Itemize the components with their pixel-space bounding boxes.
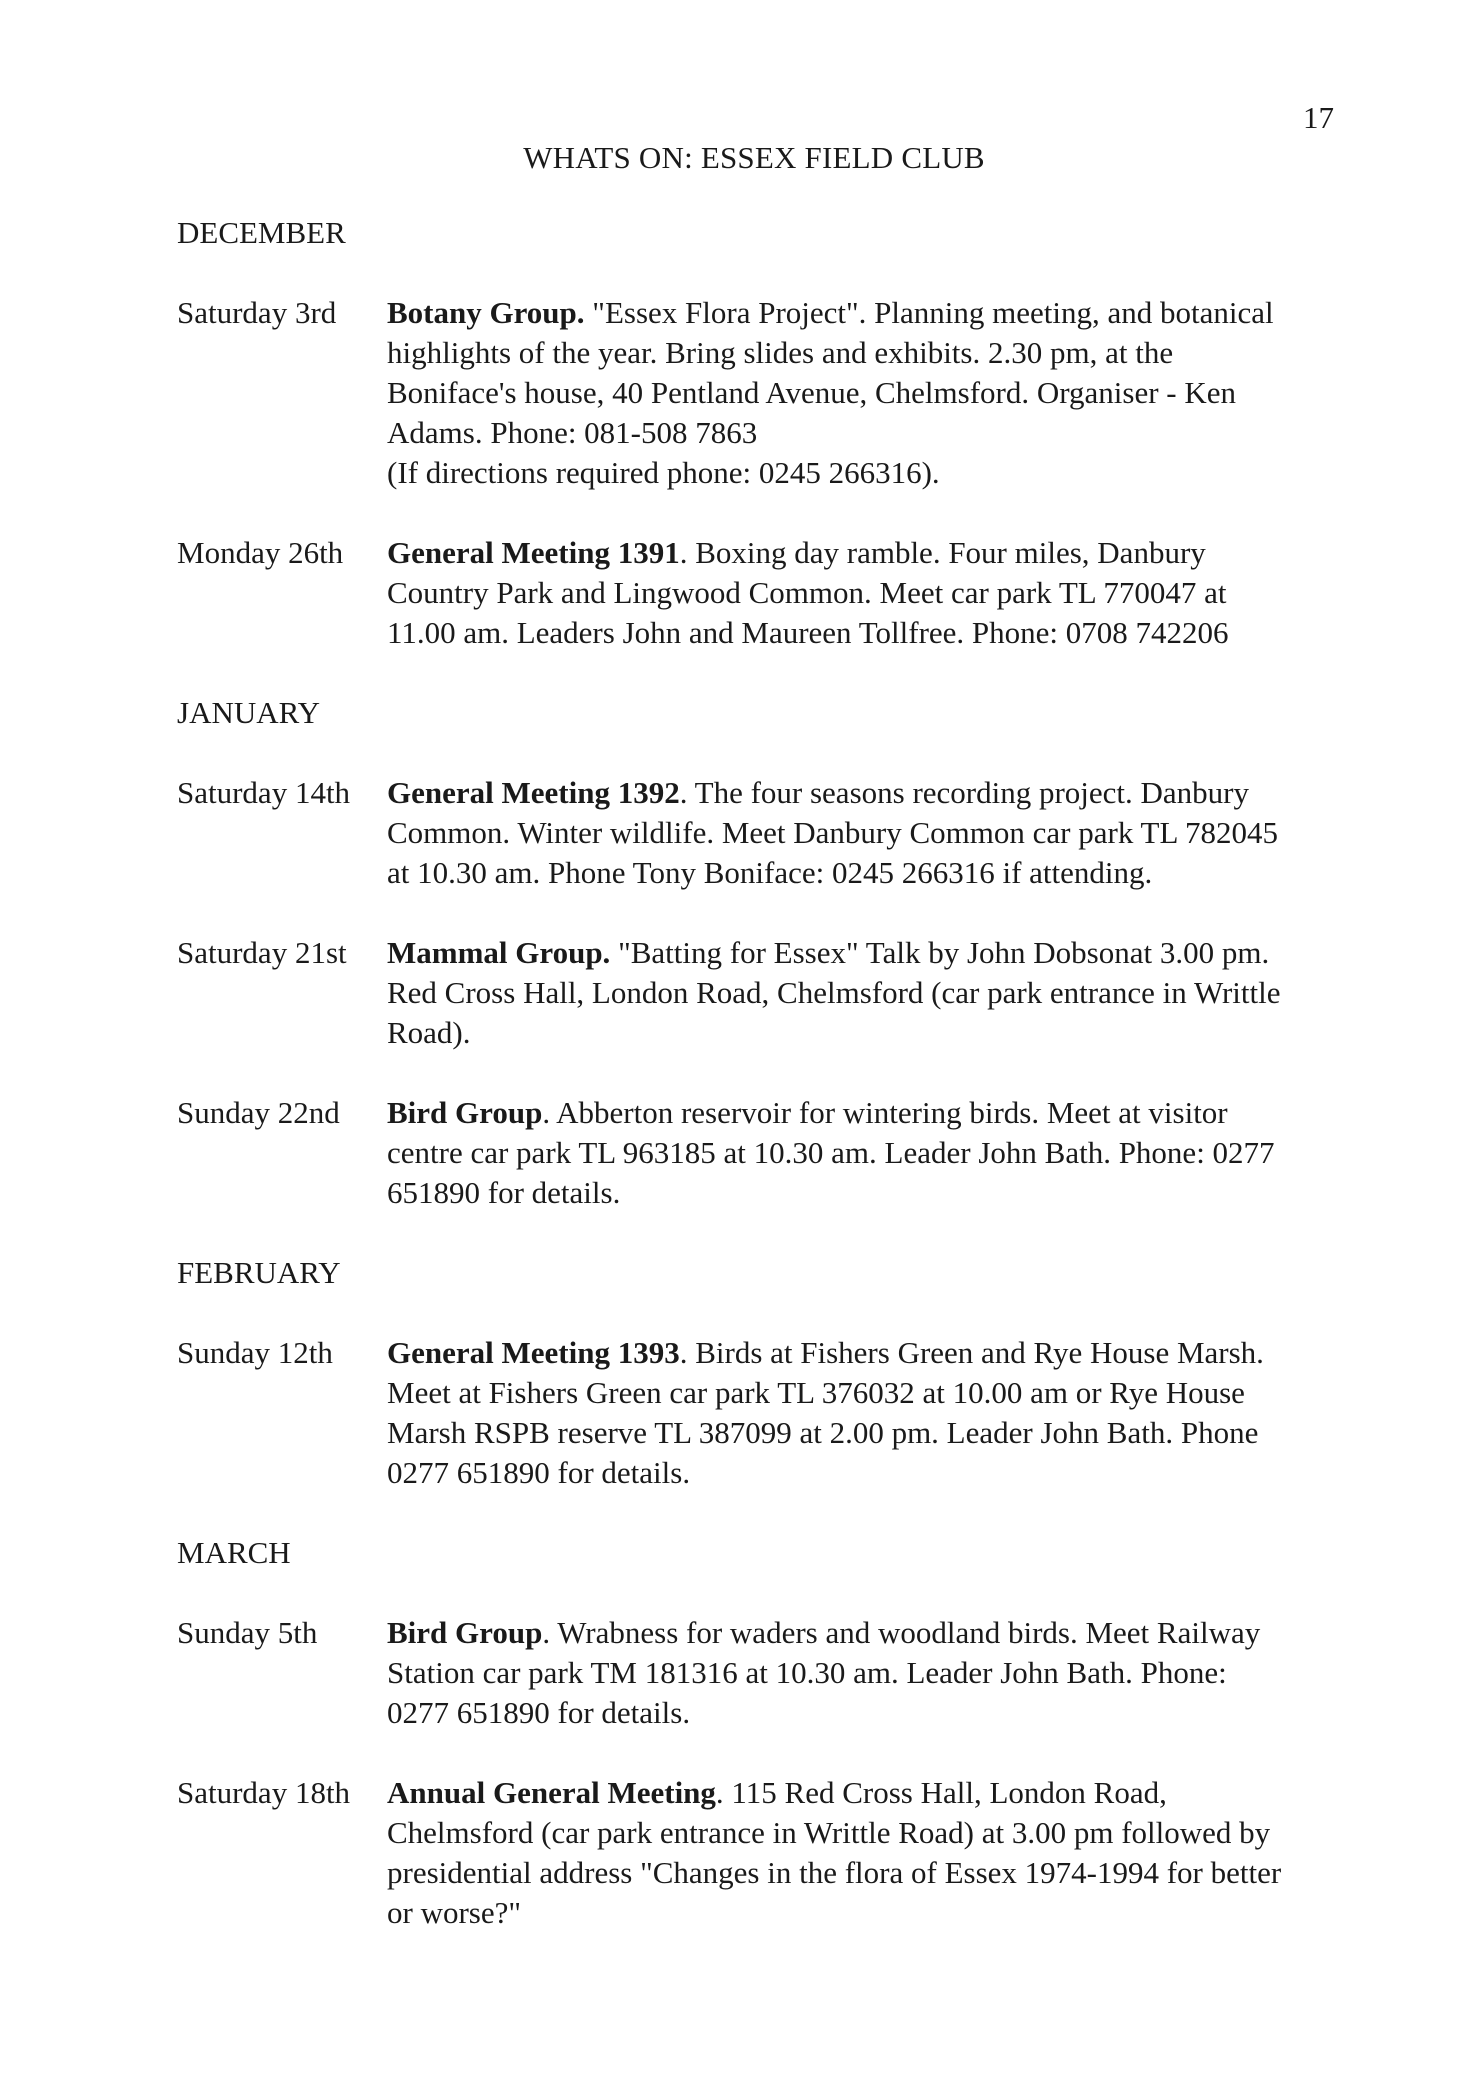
event-description: [387, 773, 1337, 893]
event-line: Common. Winter wildlife. Meet Danbury Common car park TL 782045: [387, 815, 1278, 850]
event-line: Chelmsford (car park entrance in Writtle Road) at 3.00 pm followed by: [387, 1815, 1271, 1850]
event-line: (If directions required phone: 0245 266316).: [387, 455, 940, 490]
event-line: 0277 651890 for details.: [387, 1455, 691, 1490]
event-date: Saturday 3rd: [177, 295, 337, 330]
month-section: [177, 1253, 1337, 1493]
event-date: Saturday 21st: [177, 935, 347, 970]
event-description: [387, 1093, 1337, 1213]
event-entry: [177, 293, 1337, 493]
event-line: Boniface's house, 40 Pentland Avenue, Chelmsford. Organiser - Ken: [387, 375, 1237, 410]
month-heading: MARCH: [177, 1535, 291, 1570]
event-line: Station car park TM 181316 at 10.30 am. Leader John Bath. Phone:: [387, 1655, 1227, 1690]
event-text: . Abberton reservoir for wintering birds. Meet at visitor: [542, 1095, 1228, 1130]
event-line: Red Cross Hall, London Road, Chelmsford (car park entrance in Writtle: [387, 975, 1281, 1010]
event-date: Saturday 18th: [177, 1775, 351, 1810]
event-entry: [177, 1333, 1337, 1493]
event-line: [387, 1613, 1337, 1653]
event-title: General Meeting 1391: [387, 535, 680, 570]
event-line: at 10.30 am. Phone Tony Boniface: 0245 266316 if attending.: [387, 855, 1153, 890]
event-line: Road).: [387, 1015, 471, 1050]
event-title: General Meeting 1393: [387, 1335, 680, 1370]
event-description: [387, 293, 1337, 493]
event-line: Adams. Phone: 081-508 7863: [387, 415, 758, 450]
event-line: 11.00 am. Leaders John and Maureen Tollfree. Phone: 0708 742206: [387, 615, 1229, 650]
event-entry: [177, 533, 1337, 653]
event-title: Botany Group.: [387, 295, 585, 330]
events-calendar: [177, 213, 1337, 1973]
event-description: [387, 1613, 1337, 1733]
event-title: General Meeting 1392: [387, 775, 680, 810]
event-line: 651890 for details.: [387, 1175, 621, 1210]
event-date: Saturday 14th: [177, 775, 351, 810]
event-line: presidential address "Changes in the flora of Essex 1974-1994 for better: [387, 1855, 1282, 1890]
month-heading: JANUARY: [177, 695, 320, 730]
event-line: [387, 1093, 1337, 1133]
event-entry: [177, 773, 1337, 893]
event-line: Marsh RSPB reserve TL 387099 at 2.00 pm. Leader John Bath. Phone: [387, 1415, 1259, 1450]
event-date: Sunday 12th: [177, 1335, 333, 1370]
event-line: [387, 773, 1337, 813]
event-text: . Birds at Fishers Green and Rye House Marsh.: [679, 1335, 1264, 1370]
event-entry: [177, 1773, 1337, 1933]
event-line: [387, 293, 1337, 333]
event-title: Annual General Meeting: [387, 1775, 716, 1810]
event-entry: [177, 933, 1337, 1053]
event-description: [387, 1773, 1337, 1933]
month-heading: DECEMBER: [177, 215, 346, 250]
event-line: [387, 1773, 1337, 1813]
event-date: Sunday 22nd: [177, 1095, 340, 1130]
event-title: Bird Group: [387, 1615, 543, 1650]
event-text: "Batting for Essex" Talk by John Dobsonat 3.00 pm.: [610, 935, 1270, 970]
event-text: . The four seasons recording project. Danbury: [679, 775, 1250, 810]
event-text: . 115 Red Cross Hall, London Road,: [715, 1775, 1167, 1810]
event-line: 0277 651890 for details.: [387, 1695, 691, 1730]
event-date: Monday 26th: [177, 535, 344, 570]
event-description: [387, 1333, 1337, 1493]
event-line: or worse?": [387, 1895, 522, 1930]
event-line: [387, 1333, 1337, 1373]
page-number: 17: [1303, 100, 1334, 135]
event-title: Mammal Group.: [387, 935, 611, 970]
event-date: Sunday 5th: [177, 1615, 318, 1650]
month-section: [177, 1533, 1337, 1933]
page-title: WHATS ON: ESSEX FIELD CLUB: [523, 140, 985, 175]
event-line: [387, 933, 1337, 973]
event-line: [387, 533, 1337, 573]
event-description: [387, 933, 1337, 1053]
event-text: "Essex Flora Project". Planning meeting, and botanical: [584, 295, 1274, 330]
event-line: Meet at Fishers Green car park TL 376032 at 10.00 am or Rye House: [387, 1375, 1245, 1410]
event-text: . Wrabness for waders and woodland birds. Meet Railway: [542, 1615, 1261, 1650]
event-line: highlights of the year. Bring slides and exhibits. 2.30 pm, at the: [387, 335, 1174, 370]
month-section: [177, 693, 1337, 1213]
event-entry: [177, 1613, 1337, 1733]
event-line: Country Park and Lingwood Common. Meet car park TL 770047 at: [387, 575, 1227, 610]
event-line: centre car park TL 963185 at 10.30 am. Leader John Bath. Phone: 0277: [387, 1135, 1275, 1170]
month-section: [177, 213, 1337, 653]
event-title: Bird Group: [387, 1095, 543, 1130]
month-heading: FEBRUARY: [177, 1255, 341, 1290]
event-description: [387, 533, 1337, 653]
event-text: . Boxing day ramble. Four miles, Danbury: [679, 535, 1206, 570]
event-entry: [177, 1093, 1337, 1213]
